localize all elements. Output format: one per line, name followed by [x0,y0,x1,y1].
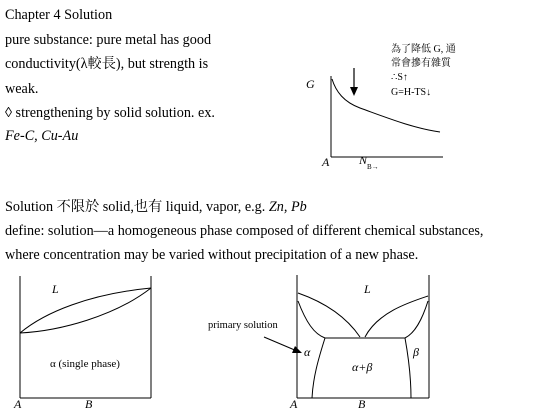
paragraph-line: pure substance: pure metal has good [5,32,212,48]
solidus-curve [20,288,151,333]
solution-line [5,195,307,220]
callout-arrow-line [264,337,297,351]
alpha-solidus [298,301,325,338]
paragraph-line: weak. [5,81,39,97]
bullet-line: ◊ strengthening by solid solution. ex. [5,105,215,121]
graph-note: G=H-TS↓ [391,87,432,98]
graph-note: 常會摻有雜質 [391,58,451,69]
down-arrow-head [350,87,358,96]
nb-axis-label: N [359,153,368,167]
example-alloys: Fe-C, Cu-Au [5,128,79,144]
liquid-region-label: L [364,282,371,296]
nb-axis-subscript: B→ [367,163,379,171]
component-b-label: B [85,397,93,411]
beta-region-label: β [413,345,419,359]
graph-note: ∴S↑ [391,72,408,83]
graph-note: 為了降低 G, 通 [391,44,456,55]
alpha-solvus [312,338,325,398]
component-a-label: A [14,397,22,411]
g-axis-label: G [306,77,315,91]
component-a-label: A [290,397,298,411]
two-phase-region-label: α+β [352,360,373,374]
liquid-region-label: L [52,282,59,296]
definition-line: define: solution—a homogeneous phase composed of different chemical substances, [5,223,484,239]
right-liquidus [365,296,428,337]
origin-label: A [322,155,330,169]
left-liquidus [298,293,360,337]
solid-region-label: α (single phase) [50,358,120,370]
beta-solidus [405,301,428,338]
solution-example: Zn, Pb [268,199,307,215]
component-b-label: B [358,397,366,411]
chapter-heading: Chapter 4 Solution [5,7,113,23]
beta-solvus [405,338,411,398]
paragraph-line: conductivity(λ較長), but strength is [5,56,209,72]
solution-text: Solution 不限於 solid,也有 liquid, vapor, e.g. [5,199,269,215]
callout-arrow-head [292,346,302,353]
liquidus-curve [20,288,151,333]
alpha-region-label: α [304,345,311,359]
gibbs-curve [332,79,440,132]
primary-solution-label: primary solution [208,320,278,331]
definition-line: where concentration may be varied without precipitation of a new phase. [5,247,419,263]
